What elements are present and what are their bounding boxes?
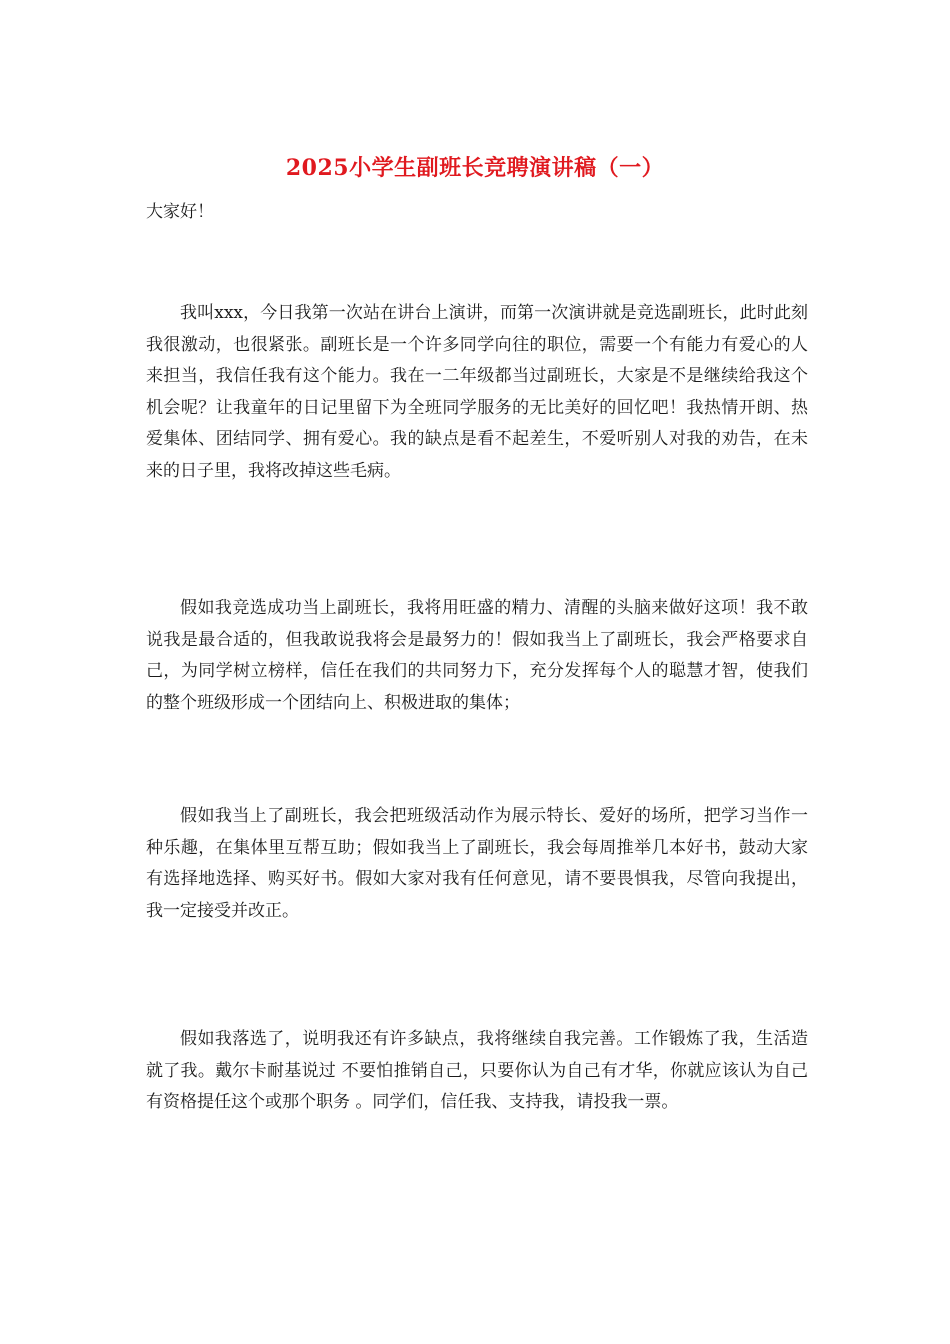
paragraph-2: 假如我竞选成功当上副班长，我将用旺盛的精力、清醒的头脑来做好这项！我不敢说我是最合适的，但我敢说我将会是最努力的！假如我当上了副班长，我会严格要求自己，为同学树立榜样，信任在我们的共同努力下，充分发挥每个人的聪慧才智，使我们的整个班级形成一个团结向上、积极进取的集体；: [146, 598, 808, 713]
greeting-text: 大家好！: [146, 202, 214, 222]
paragraph-3: 假如我当上了副班长，我会把班级活动作为展示特长、爱好的场所，把学习当作一种乐趣，在集体里互帮互助；假如我当上了副班长，我会每周推举几本好书，鼓动大家有选择地选择、购买好书。假如大家对我有任何意见，请不要畏惧我，尽管向我提出，我一定接受并改正。: [146, 806, 808, 921]
paragraph-1: 我叫xxx，今日我第一次站在讲台上演讲，而第一次演讲就是竞选副班长，此时此刻我很激动，也很紧张。副班长是一个许多同学向往的职位，需要一个有能力有爱心的人来担当，我信任我有这个能力。我在一二年级都当过副班长，大家是不是继续给我这个机会呢？让我童年的日记里留下为全班同学服务的无比美好的回忆吧！我热情开朗、热爱集体、团结同学、拥有爱心。我的缺点是看不起差生，不爱听别人对我的劝告，在未来的日子里，我将改掉这些毛病。: [146, 303, 808, 481]
document-title: 2025小学生副班长竞聘演讲稿（一）: [285, 155, 665, 181]
paragraph-4: 假如我落选了，说明我还有许多缺点，我将继续自我完善。工作锻炼了我，生活造就了我。戴尔卡耐基说过 不要怕推销自己，只要你认为自己有才华，你就应该认为自己有资格提任这个或那个职务 。同学们，信任我、支持我，请投我一票。: [146, 1029, 808, 1113]
